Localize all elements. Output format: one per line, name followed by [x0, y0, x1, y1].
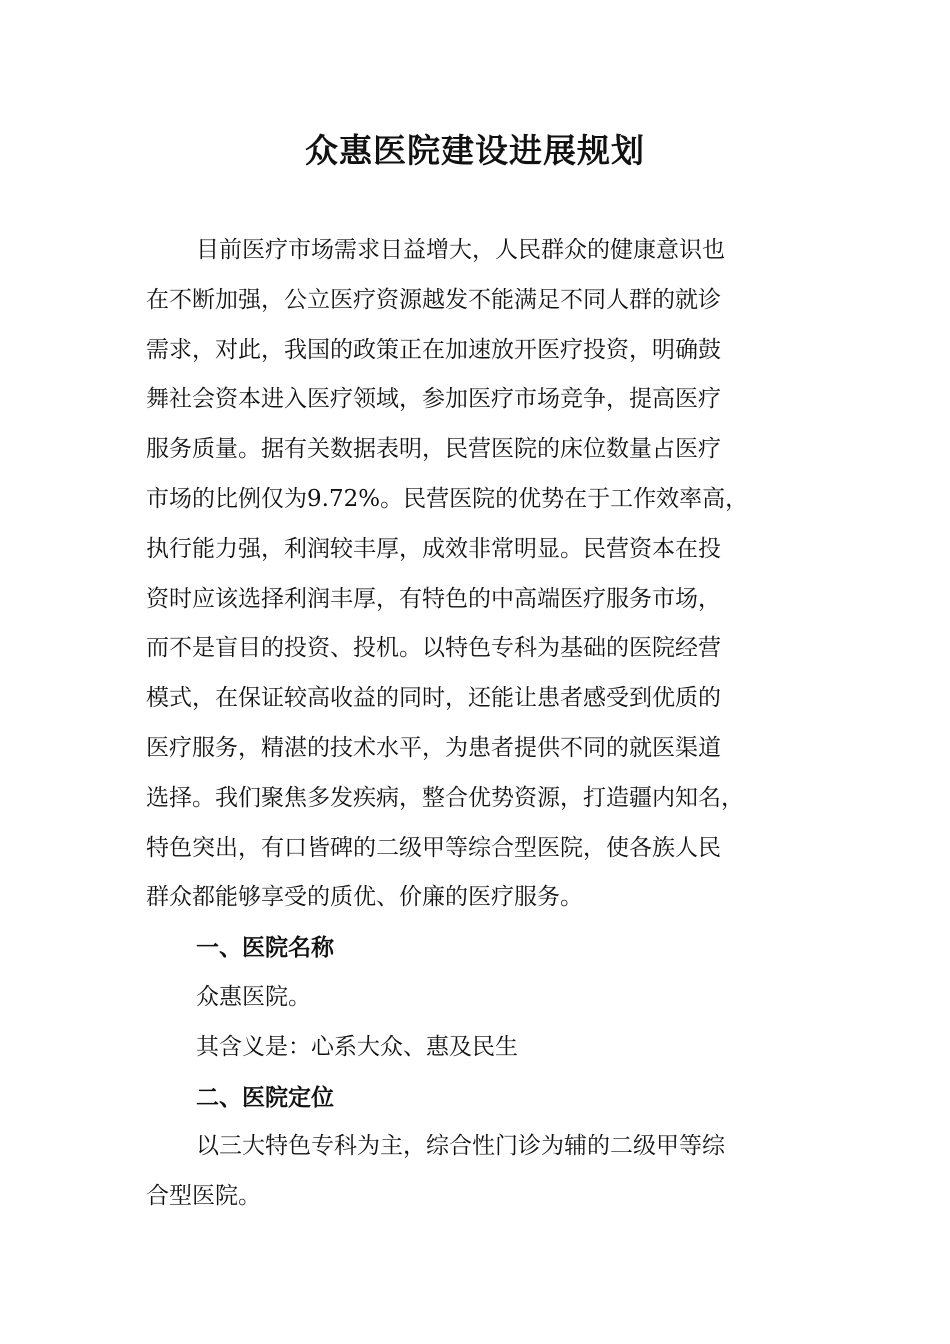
paragraph-line: 特色突出，有口皆碑的二级甲等综合型医院，使各族人民: [146, 834, 721, 861]
paragraph-line: 执行能力强，利润较丰厚，成效非常明显。民营资本在投: [146, 535, 721, 562]
paragraph-line: 资时应该选择利润丰厚，有特色的中高端医疗服务市场，: [146, 585, 721, 612]
paragraph-line: 群众都能够享受的质优、价廉的医疗服务。: [146, 884, 583, 911]
paragraph-line: 而不是盲目的投资、投机。以特色专科为基础的医院经营: [146, 635, 721, 662]
paragraph-line: 选择。我们聚焦多发疾病，整合优势资源，打造疆内知名，: [146, 784, 744, 811]
paragraph-line: 需求，对此，我国的政策正在加速放开医疗投资，明确鼓: [146, 336, 721, 363]
document-title: 众惠医院建设进展规划: [305, 131, 645, 170]
hospital-name-meaning: 其含义是：心系大众、惠及民生: [196, 1033, 518, 1060]
paragraph-line: 市场的比例仅为9.72%。民营医院的优势在于工作效率高，: [146, 485, 749, 512]
paragraph-line: 在不断加强，公立医疗资源越发不能满足不同人群的就诊: [146, 286, 721, 313]
paragraph-line: 舞社会资本进入医疗领域，参加医疗市场竞争，提高医疗: [146, 386, 721, 413]
section-heading-hospital-name: 一、医院名称: [196, 934, 334, 962]
document-body: [146, 226, 826, 1222]
section-heading-positioning: 二、医院定位: [196, 1083, 334, 1111]
positioning-line: 合型医院。: [146, 1183, 261, 1210]
paragraph-line: 服务质量。据有关数据表明，民营医院的床位数量占医疗: [146, 436, 721, 463]
paragraph-line: 目前医疗市场需求日益增大，人民群众的健康意识也: [196, 237, 725, 263]
hospital-name-text: 众惠医院。: [196, 983, 311, 1010]
paragraph-line: 模式，在保证较高收益的同时，还能让患者感受到优质的: [146, 685, 721, 712]
positioning-line: 以三大特色专科为主，综合性门诊为辅的二级甲等综: [196, 1133, 725, 1160]
paragraph-line: 医疗服务，精湛的技术水平，为患者提供不同的就医渠道: [146, 734, 721, 761]
